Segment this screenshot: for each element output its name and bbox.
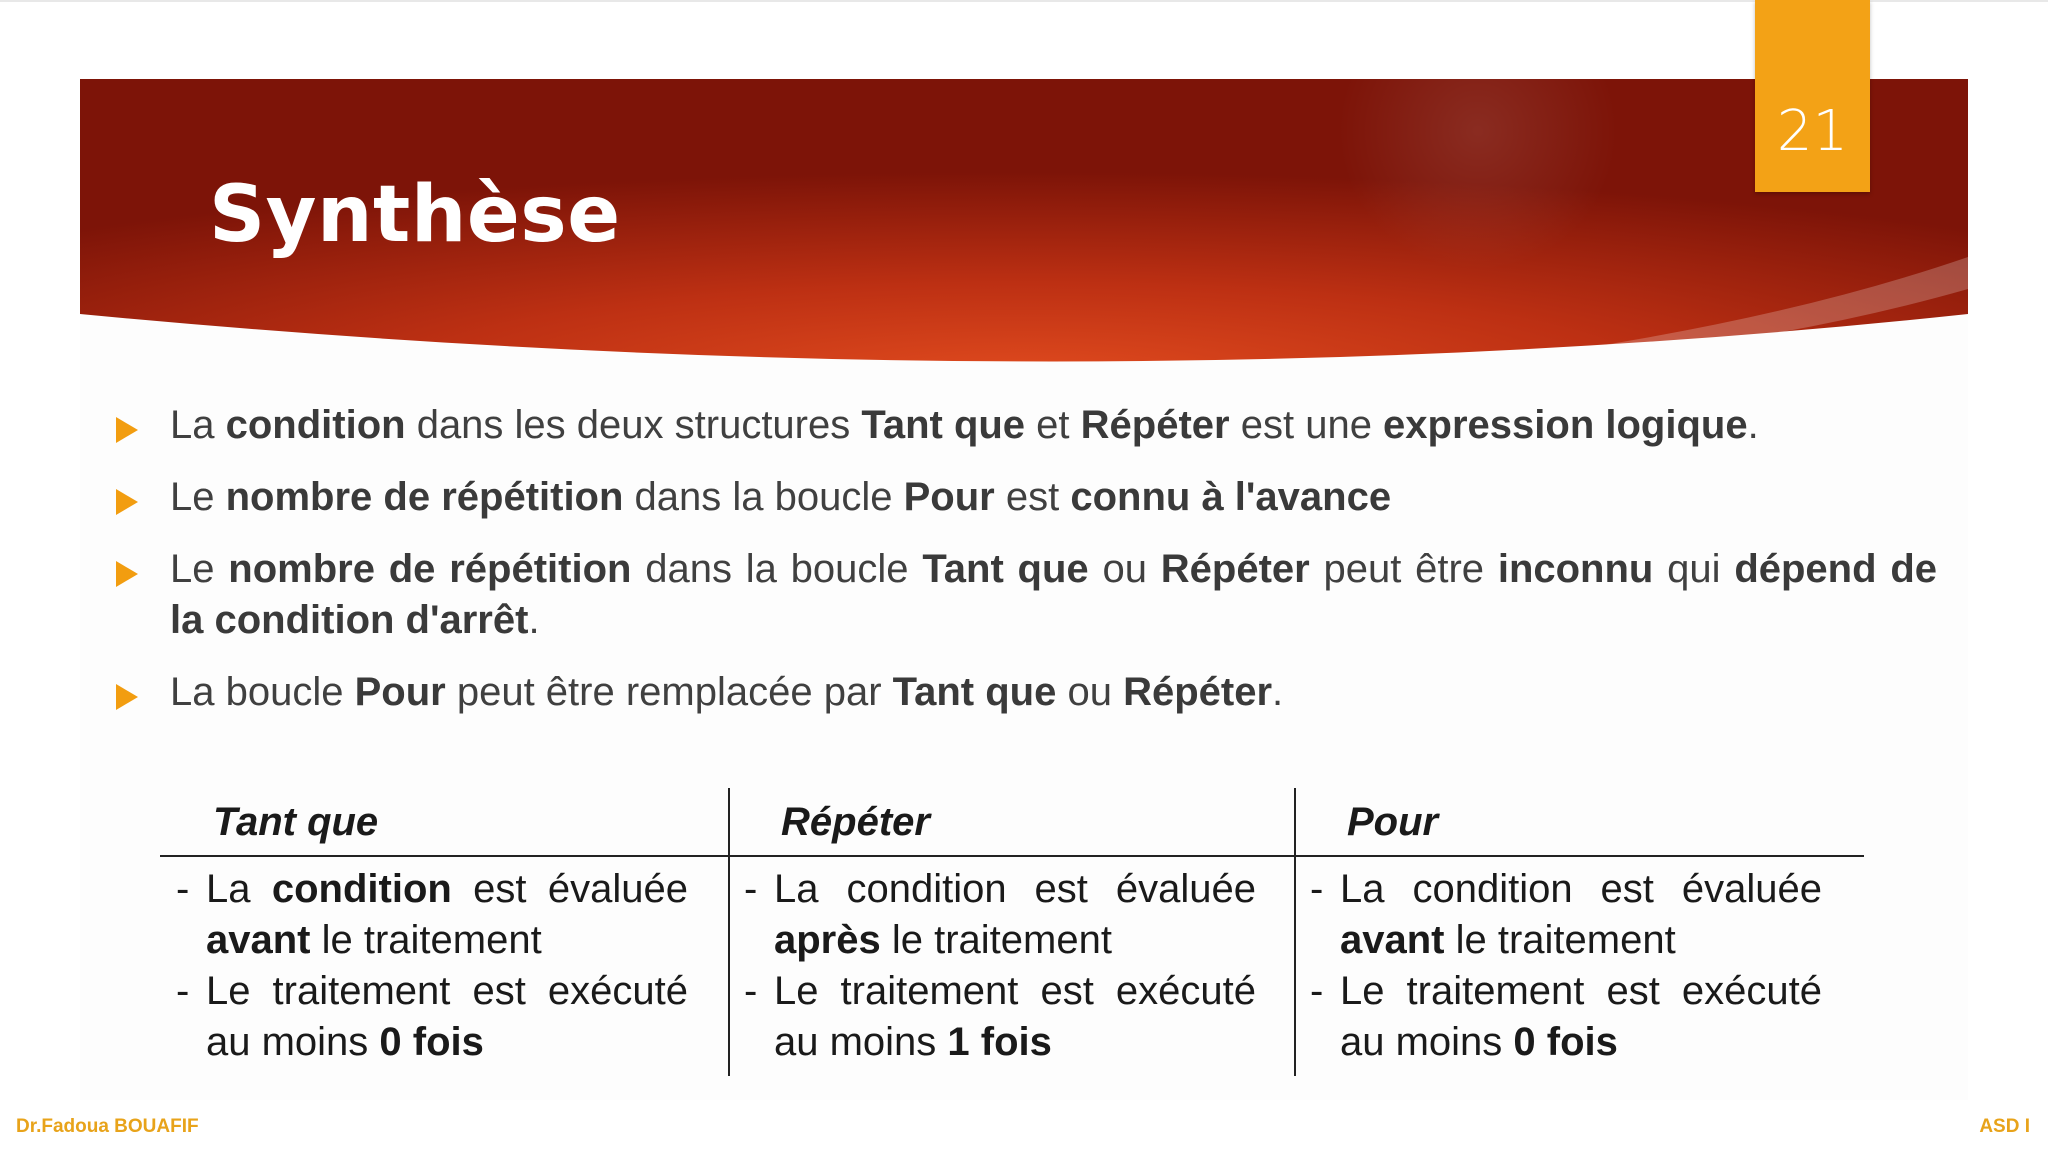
bold-text: Répéter: [1080, 403, 1230, 447]
comparison-table: [160, 788, 1864, 1076]
table-item: [744, 864, 1256, 966]
bullet-text: La condition dans les deux structures Tant que et Répéter est une expression logique.: [170, 403, 1759, 447]
bold-text: nombre de répétition: [225, 475, 624, 519]
bullet-arrow-icon: [116, 417, 138, 443]
bold-text: condition: [225, 403, 406, 447]
table-column-tant-que: [176, 864, 688, 1068]
item-text: La condition est évaluée avant le traitement: [1340, 867, 1822, 962]
table-item: [176, 864, 688, 966]
bold-text: dépend de la condition d'arrêt: [170, 547, 1938, 642]
column-divider: [728, 788, 730, 1076]
table-item: [1310, 966, 1822, 1068]
table-item: [1310, 864, 1822, 966]
column-divider: [1294, 788, 1296, 1076]
item-text: Le traitement est exécuté au moins 0 fois: [206, 969, 688, 1064]
bold-text: après: [774, 918, 881, 962]
bullet-arrow-icon: [116, 684, 138, 710]
bullet-item: [112, 544, 1937, 646]
bold-text: Tant que: [892, 670, 1057, 714]
bold-text: Tant que: [861, 403, 1026, 447]
slide-number: 21: [1776, 99, 1849, 164]
table-header-tant-que: Tant que: [213, 800, 379, 844]
item-text: La condition est évaluée avant le traitement: [206, 867, 689, 962]
bullet-item: [112, 667, 1937, 718]
item-text: Le traitement est exécuté au moins 0 fois: [1340, 969, 1822, 1064]
bold-text: Pour: [354, 670, 446, 714]
table-header-pour: Pour: [1347, 800, 1439, 844]
bold-text: Répéter: [1160, 547, 1310, 591]
bold-text: 0 fois: [1513, 1020, 1618, 1064]
bold-text: connu à l'avance: [1070, 475, 1392, 519]
item-text: Le traitement est exécuté au moins 1 fois: [774, 969, 1256, 1064]
bullet-arrow-icon: [116, 489, 138, 515]
footer-course: ASD I: [1979, 1116, 2030, 1137]
bold-text: condition: [271, 867, 452, 911]
dash-marker: -: [176, 867, 190, 911]
dash-marker: -: [744, 969, 758, 1013]
bold-text: expression logique: [1383, 403, 1748, 447]
bold-text: avant: [1340, 918, 1445, 962]
bold-text: inconnu: [1497, 547, 1654, 591]
item-text: La condition est évaluée après le traitement: [774, 867, 1256, 962]
table-header-repeter: Répéter: [781, 800, 930, 844]
bold-text: 1 fois: [947, 1020, 1052, 1064]
bold-text: avant: [206, 918, 311, 962]
header-divider: [160, 855, 1864, 857]
bold-text: Pour: [903, 475, 995, 519]
top-divider: [0, 0, 2048, 2]
bullet-text: La boucle Pour peut être remplacée par Tant que ou Répéter.: [170, 670, 1284, 714]
bullet-arrow-icon: [116, 561, 138, 587]
bullet-list: [112, 400, 1937, 739]
bullet-item: [112, 472, 1937, 523]
bold-text: Tant que: [922, 547, 1089, 591]
slide-title: Synthèse: [209, 170, 621, 260]
table-column-pour: [1310, 864, 1822, 1068]
dash-marker: -: [1310, 867, 1324, 911]
bullet-item: [112, 400, 1937, 451]
dash-marker: -: [744, 867, 758, 911]
bold-text: 0 fois: [379, 1020, 484, 1064]
bold-text: Répéter: [1123, 670, 1273, 714]
dash-marker: -: [176, 969, 190, 1013]
bullet-text: Le nombre de répétition dans la boucle Tant que ou Répéter peut être inconnu qui dépend de la condition d'arrêt.: [170, 547, 1938, 642]
bold-text: nombre de répétition: [228, 547, 632, 591]
dash-marker: -: [1310, 969, 1324, 1013]
bullet-text: Le nombre de répétition dans la boucle Pour est connu à l'avance: [170, 475, 1392, 519]
footer-author: Dr.Fadoua BOUAFIF: [16, 1116, 199, 1137]
table-column-repeter: [744, 864, 1256, 1068]
table-item: [744, 966, 1256, 1068]
table-item: [176, 966, 688, 1068]
slide-number-badge: [1755, 0, 1870, 192]
